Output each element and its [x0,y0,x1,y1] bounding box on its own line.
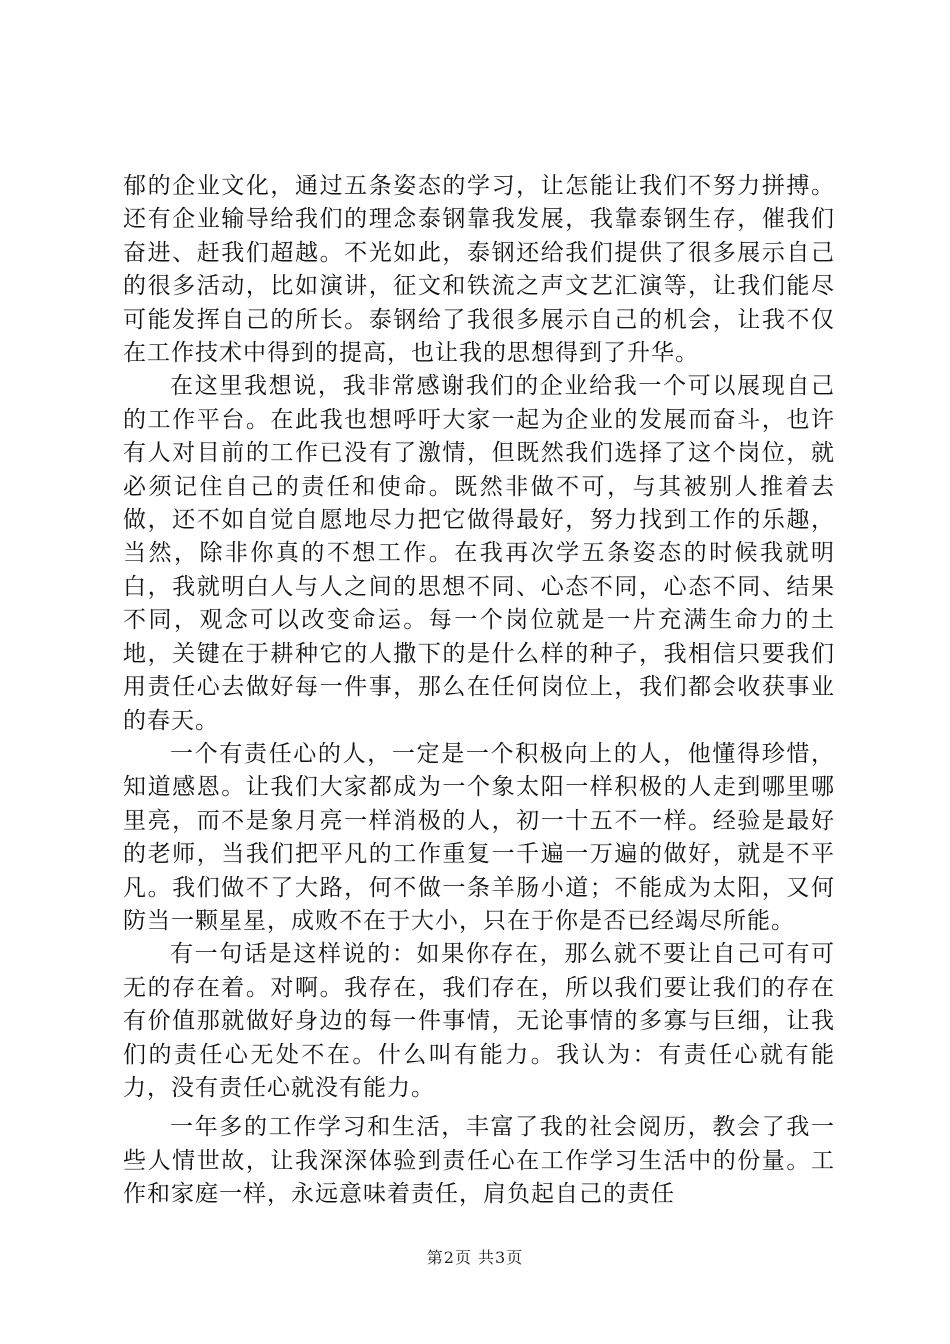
paragraph-2: 在这里我想说，我非常感谢我们的企业给我一个可以展现自己的工作平台。在此我也想呼吁大家一起为企业的发展而奋斗，也许有人对目前的工作已没有了激情，但既然我们选择了这个岗位，就必须记住自己的责任和使命。既然非做不可，与其被别人推着去做，还不如自觉自愿地尽力把它做得最好，努力找到工作的乐趣，当然，除非你真的不想工作。在我再次学五条姿态的时候我就明白，我就明白人与人之间的思想不同、心态不同，心态不同、结果不同，观念可以改变命运。每一个岗位就是一片充满生命力的土地，关键在于耕种它的人撒下的是什么样的种子，我相信只要我们用责任心去做好每一件事，那么在任何岗位上，我们都会收获事业的春天。 [123,373,835,734]
paragraph-3: 一个有责任心的人，一定是一个积极向上的人，他懂得珍惜，知道感恩。让我们大家都成为一个象太阳一样积极的人走到哪里哪里亮，而不是象月亮一样消极的人，初一十五不一样。经验是最好的老师，当我们把平凡的工作重复一千遍一万遍的做好，就是不平凡。我们做不了大路，何不做一条羊肠小道；不能成为太阳，又何防当一颗星星，成败不在于大小，只在于你是否已经竭尽所能。 [123,740,835,934]
document-body [123,170,835,1212]
page-number-footer: 第2页 共3页 [426,1248,524,1267]
paragraph-5: 一年多的工作学习和生活，丰富了我的社会阅历，教会了我一些人情世故，让我深深体验到责任心在工作学习生活中的份量。工作和家庭一样，永远意味着责任，肩负起自己的责任 [123,1114,835,1208]
paragraph-4: 有一句话是这样说的：如果你存在，那么就不要让自己可有可无的存在着。对啊。我存在，我们存在，所以我们要让我们的存在有价值那就做好身边的每一件事情，无论事情的多寡与巨细，让我们的责任心无处不在。什么叫有能力。我认为：有责任心就有能力，没有责任心就没有能力。 [123,941,835,1101]
paragraph-1: 郁的企业文化，通过五条姿态的学习，让怎能让我们不努力拼搏。还有企业输导给我们的理念泰钢靠我发展，我靠泰钢生存，催我们奋进、赶我们超越。不光如此，泰钢还给我们提供了很多展示自己的很多活动，比如演讲，征文和铁流之声文艺汇演等，让我们能尽可能发挥自己的所长。泰钢给了我很多展示自己的机会，让我不仅在工作技术中得到的提高，也让我的思想得到了升华。 [123,173,835,367]
